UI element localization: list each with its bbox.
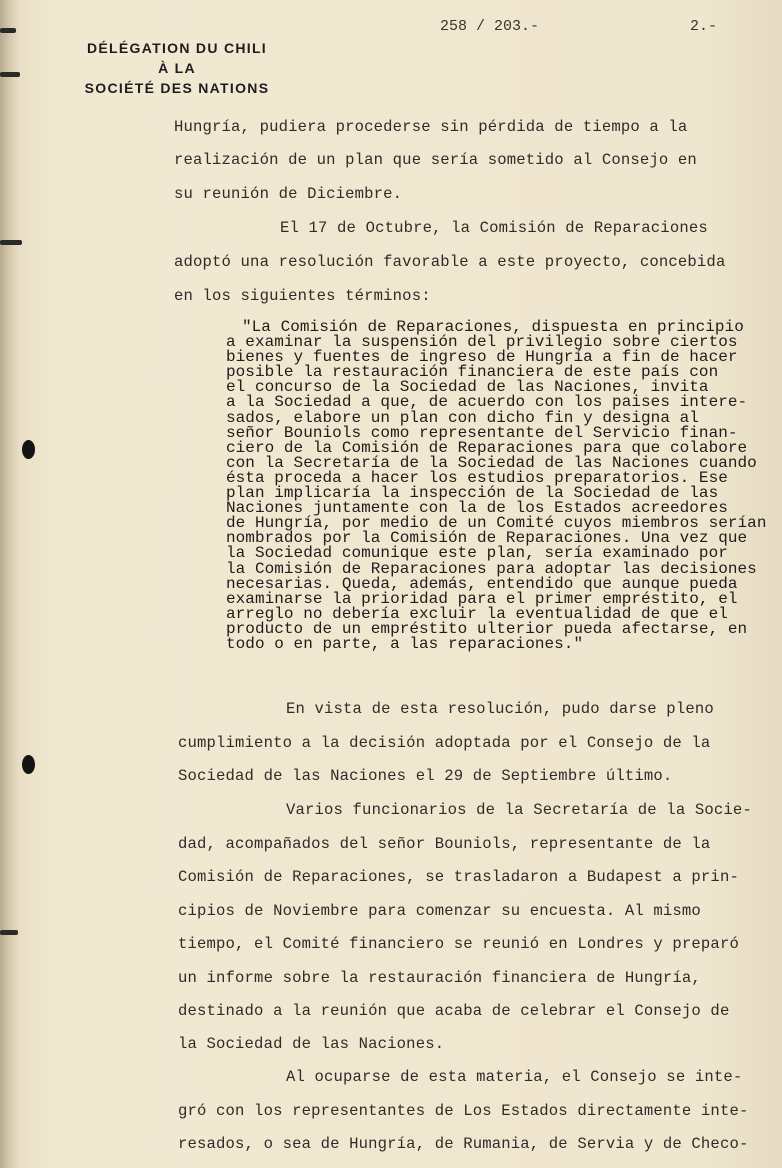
letterhead-line: À LA [158, 60, 196, 76]
quotation-line: de Hungría, por medio de un Comité cuyos miembros serían [226, 514, 767, 533]
quotation-line: examinarse la prioridad para el primer empréstito, el [226, 589, 738, 608]
quotation-line: a la Sociedad a que, de acuerdo con los paises intere- [226, 393, 748, 412]
binder-clip [0, 72, 20, 77]
quotation-line: bienes y fuentes de ingreso de Hungría a fin de hacer [226, 348, 738, 367]
letterhead-line: SOCIÉTÉ DES NATIONS [84, 80, 270, 96]
quotation-line: la Sociedad comunique este plan, sería examinado por [226, 544, 728, 563]
document-reference: 258 / 203.- [440, 18, 540, 35]
quotation-line: la Comisión de Reparaciones para adoptar las decisiones [226, 559, 757, 578]
quotation-line: todo o en parte, a las reparaciones." [226, 634, 584, 653]
binder-clip [0, 240, 22, 245]
text-line: Varios funcionarios de la Secretaría de la Socie- [286, 801, 752, 819]
quotation-line: posible la restauración financiera de este país con [226, 363, 719, 382]
quotation-line: sados, elabore un plan con dicho fin y designa al [226, 408, 699, 427]
punch-hole [22, 440, 35, 459]
quotation-line: arreglo no debería excluir la eventualidad de que el [226, 604, 728, 623]
quotation-line: "La Comisión de Reparaciones, dispuesta en principio [242, 318, 744, 336]
quotation-line: plan implicaría la inspección de la Sociedad de las [226, 484, 719, 503]
quotation-line: con la Secretaría de la Sociedad de las Naciones cuando [226, 453, 757, 472]
quotation-line: producto de un empréstito ulterior pueda afectarse, en [226, 619, 748, 638]
binder-clip [0, 930, 18, 935]
text-line: El 17 de Octubre, la Comisión de Reparaciones [280, 219, 708, 237]
text-line: cumplimiento a la decisión adoptada por el Consejo de la [178, 734, 711, 752]
page-number: 2.- [690, 18, 718, 35]
text-line: Al ocuparse de esta materia, el Consejo se inte- [286, 1068, 743, 1086]
letterhead-line: DÉLÉGATION DU CHILI [87, 40, 267, 56]
quotation-line: Naciones juntamente con la de los Estados acreedores [226, 499, 728, 518]
text-line: Sociedad de las Naciones el 29 de Septiembre último. [178, 767, 673, 785]
text-line: realización de un plan que sería sometido al Consejo en [174, 151, 697, 169]
quotation-line: necesarias. Queda, además, entendido que aunque pueda [226, 574, 738, 593]
quotation-line: ciero de la Comisión de Reparaciones para que colabore [226, 438, 748, 457]
letterhead [62, 38, 292, 98]
text-line: dad, acompañados del señor Bouniols, representante de la [178, 835, 711, 853]
text-line: tiempo, el Comité financiero se reunió en Londres y preparó [178, 935, 739, 953]
text-line: la Sociedad de las Naciones. [178, 1035, 445, 1053]
quotation-line: señor Bouniols como representante del Servicio finan- [226, 423, 738, 442]
quotation-line: ésta proceda a hacer los estudios preparatorios. Ese [226, 468, 728, 487]
quotation-line: a examinar la suspensión del privilegio sobre ciertos [226, 333, 738, 352]
quotation-line: el concurso de la Sociedad de las Naciones, invita [226, 378, 709, 397]
text-line: adoptó una resolución favorable a este proyecto, concebida [174, 253, 726, 271]
text-line: su reunión de Diciembre. [174, 185, 403, 203]
text-line: En vista de esta resolución, pudo darse pleno [286, 700, 714, 718]
text-line: un informe sobre la restauración financiera de Hungría, [178, 969, 701, 987]
text-line: en los siguientes términos: [174, 287, 431, 305]
binder-clip [0, 28, 16, 33]
punch-hole [22, 755, 35, 774]
text-line: resados, o sea de Hungría, de Rumania, de Servia y de Checo- [178, 1135, 749, 1153]
text-line: cipios de Noviembre para comenzar su encuesta. Al mismo [178, 902, 701, 920]
text-line: destinado a la reunión que acaba de celebrar el Consejo de [178, 1002, 730, 1020]
resolution-quotation [226, 320, 782, 652]
text-line: gró con los representantes de Los Estados directamente inte- [178, 1102, 749, 1120]
quotation-line: nombrados por la Comisión de Reparaciones. Una vez que [226, 529, 748, 548]
text-line: Hungría, pudiera procederse sin pérdida de tiempo a la [174, 118, 688, 136]
text-line: Comisión de Reparaciones, se trasladaron a Budapest a prin- [178, 868, 739, 886]
binding-edge [0, 0, 18, 1168]
